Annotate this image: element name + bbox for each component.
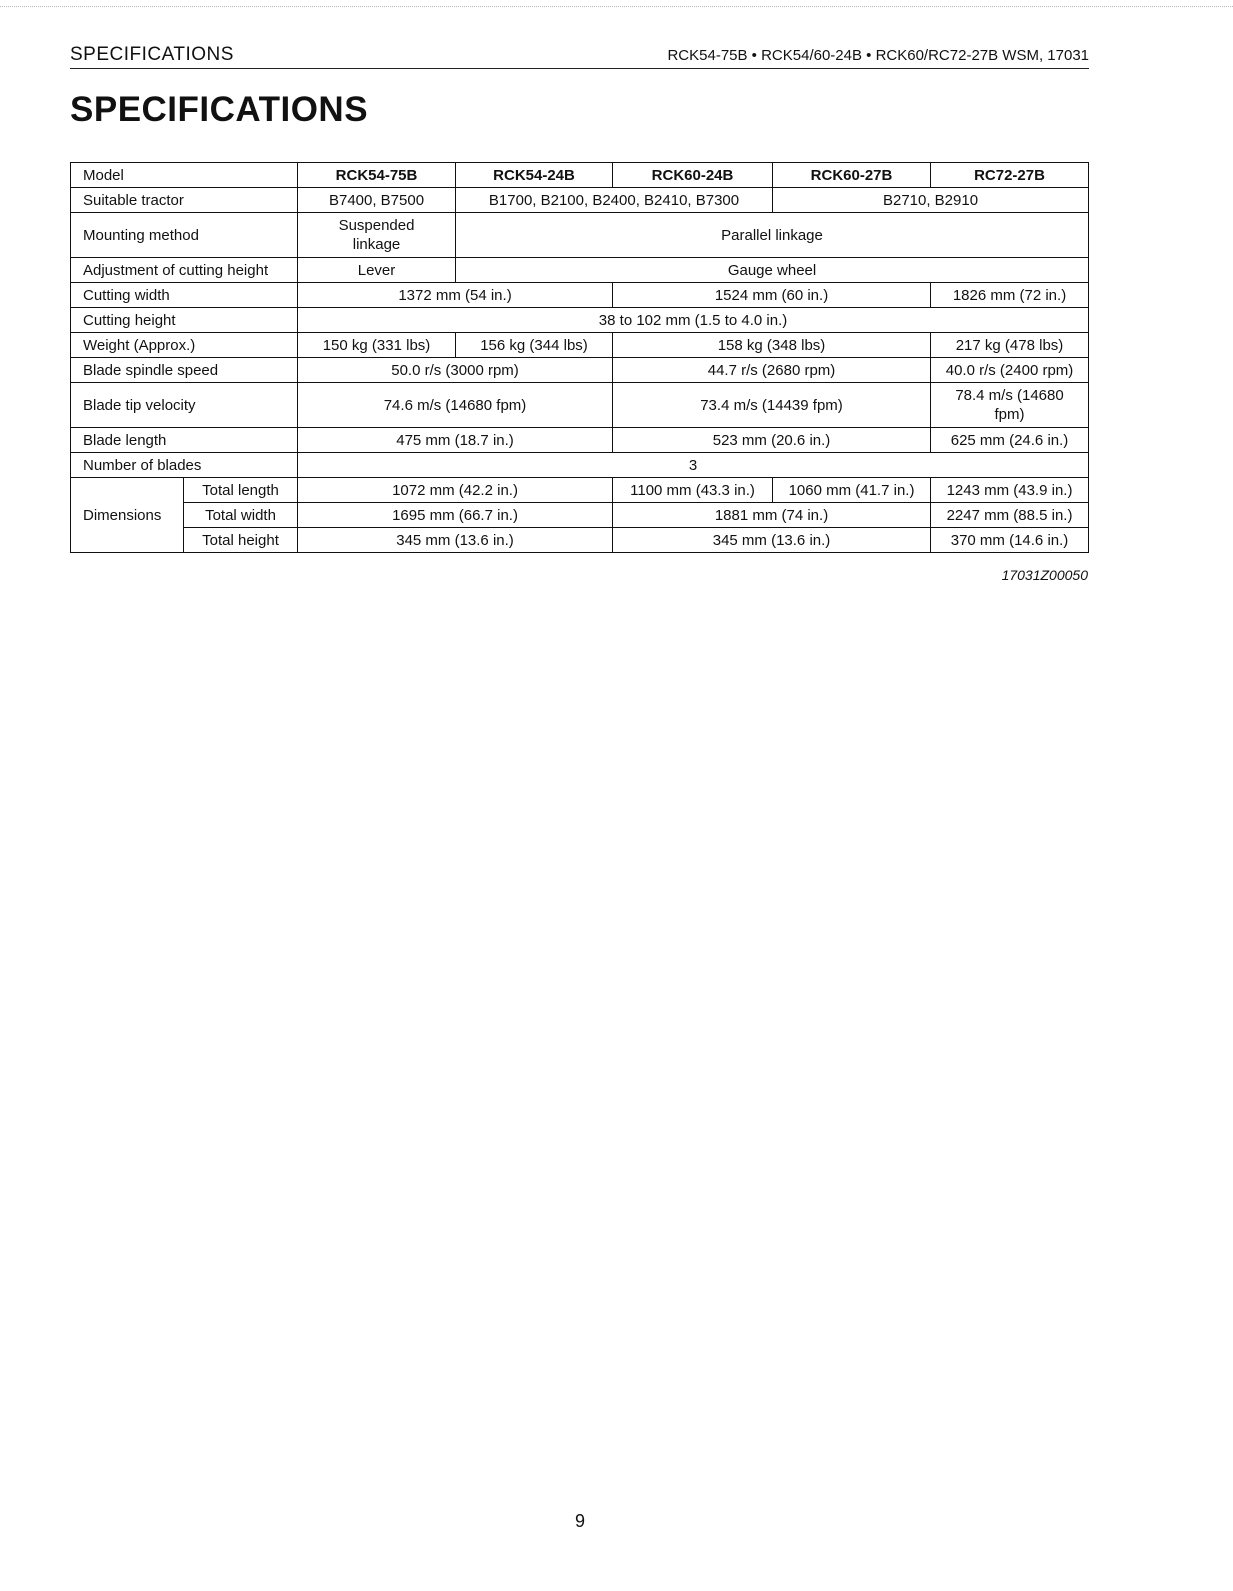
table-row-spindle-speed (71, 358, 1089, 383)
table-cell: B7400, B7500 (298, 188, 456, 213)
row-label-dimensions: Dimensions (71, 478, 184, 553)
row-label-mounting-method: Mounting method (71, 213, 298, 258)
table-cell: 156 kg (344 lbs) (456, 333, 613, 358)
table-row-total-length (71, 478, 1089, 503)
table-cell: Parallel linkage (456, 213, 1089, 258)
table-cell: B2710, B2910 (773, 188, 1089, 213)
scan-edge-dotted-line (0, 6, 1233, 7)
table-row-total-width (71, 503, 1089, 528)
table-cell: 475 mm (18.7 in.) (298, 428, 613, 453)
table-cell: Suspended linkage (298, 213, 456, 258)
table-cell: Lever (298, 258, 456, 283)
table-cell: 1060 mm (41.7 in.) (773, 478, 931, 503)
table-row-mounting-method (71, 213, 1089, 258)
table-row-suitable-tractor (71, 188, 1089, 213)
table-row-total-height (71, 528, 1089, 553)
row-label-model: Model (71, 163, 298, 188)
table-row-tip-velocity (71, 383, 1089, 428)
specifications-table (70, 162, 1089, 553)
table-row-blades (71, 453, 1089, 478)
table-cell: 625 mm (24.6 in.) (931, 428, 1089, 453)
table-cell: 1881 mm (74 in.) (613, 503, 931, 528)
table-cell: 38 to 102 mm (1.5 to 4.0 in.) (298, 308, 1089, 333)
page-number: 9 (574, 1511, 585, 1531)
row-label-cutting-width: Cutting width (71, 283, 298, 308)
row-label-number-of-blades: Number of blades (71, 453, 298, 478)
model-header-rck60-24b: RCK60-24B (613, 163, 773, 188)
table-cell: 158 kg (348 lbs) (613, 333, 931, 358)
row-label-suitable-tractor: Suitable tractor (71, 188, 298, 213)
model-header-rck54-24b: RCK54-24B (456, 163, 613, 188)
row-label-spindle-speed: Blade spindle speed (71, 358, 298, 383)
table-row-adjustment (71, 258, 1089, 283)
row-label-adjustment: Adjustment of cutting height (71, 258, 298, 283)
table-cell: 1524 mm (60 in.) (613, 283, 931, 308)
table-cell: 217 kg (478 lbs) (931, 333, 1089, 358)
table-cell: B1700, B2100, B2400, B2410, B7300 (456, 188, 773, 213)
table-cell: 1372 mm (54 in.) (298, 283, 613, 308)
model-header-rck54-75b: RCK54-75B (298, 163, 456, 188)
table-cell: 3 (298, 453, 1089, 478)
table-cell: 1100 mm (43.3 in.) (613, 478, 773, 503)
header-section-title: SPECIFICATIONS (70, 44, 234, 65)
table-cell: 78.4 m/s (14680 fpm) (931, 383, 1089, 428)
table-cell: Gauge wheel (456, 258, 1089, 283)
table-cell: 2247 mm (88.5 in.) (931, 503, 1089, 528)
table-row-model (71, 163, 1089, 188)
table-cell: 40.0 r/s (2400 rpm) (931, 358, 1089, 383)
table-row-weight (71, 333, 1089, 358)
table-cell: 523 mm (20.6 in.) (613, 428, 931, 453)
table-row-cutting-width (71, 283, 1089, 308)
table-cell: 370 mm (14.6 in.) (931, 528, 1089, 553)
table-cell: 1072 mm (42.2 in.) (298, 478, 613, 503)
row-label-cutting-height: Cutting height (71, 308, 298, 333)
table-cell: 74.6 m/s (14680 fpm) (298, 383, 613, 428)
model-header-rc72-27b: RC72-27B (931, 163, 1089, 188)
header-manual-reference: RCK54-75B • RCK54/60-24B • RCK60/RC72-27B WSM, 17031 (667, 47, 1089, 64)
table-cell: 73.4 m/s (14439 fpm) (613, 383, 931, 428)
row-sublabel-total-length: Total length (184, 478, 298, 503)
table-cell: 44.7 r/s (2680 rpm) (613, 358, 931, 383)
drawing-code: 17031Z00050 (1001, 567, 1088, 583)
page-header (70, 44, 1089, 69)
row-label-weight: Weight (Approx.) (71, 333, 298, 358)
row-label-tip-velocity: Blade tip velocity (71, 383, 298, 428)
table-cell: 1695 mm (66.7 in.) (298, 503, 613, 528)
model-header-rck60-27b: RCK60-27B (773, 163, 931, 188)
row-sublabel-total-width: Total width (184, 503, 298, 528)
table-row-blade-length (71, 428, 1089, 453)
table-cell: 150 kg (331 lbs) (298, 333, 456, 358)
table-cell: 1826 mm (72 in.) (931, 283, 1089, 308)
table-cell: 1243 mm (43.9 in.) (931, 478, 1089, 503)
table-cell: 50.0 r/s (3000 rpm) (298, 358, 613, 383)
table-cell: 345 mm (13.6 in.) (298, 528, 613, 553)
table-row-cutting-height (71, 308, 1089, 333)
row-label-blade-length: Blade length (71, 428, 298, 453)
table-cell: 345 mm (13.6 in.) (613, 528, 931, 553)
row-sublabel-total-height: Total height (184, 528, 298, 553)
page-title: SPECIFICATIONS (70, 90, 369, 129)
